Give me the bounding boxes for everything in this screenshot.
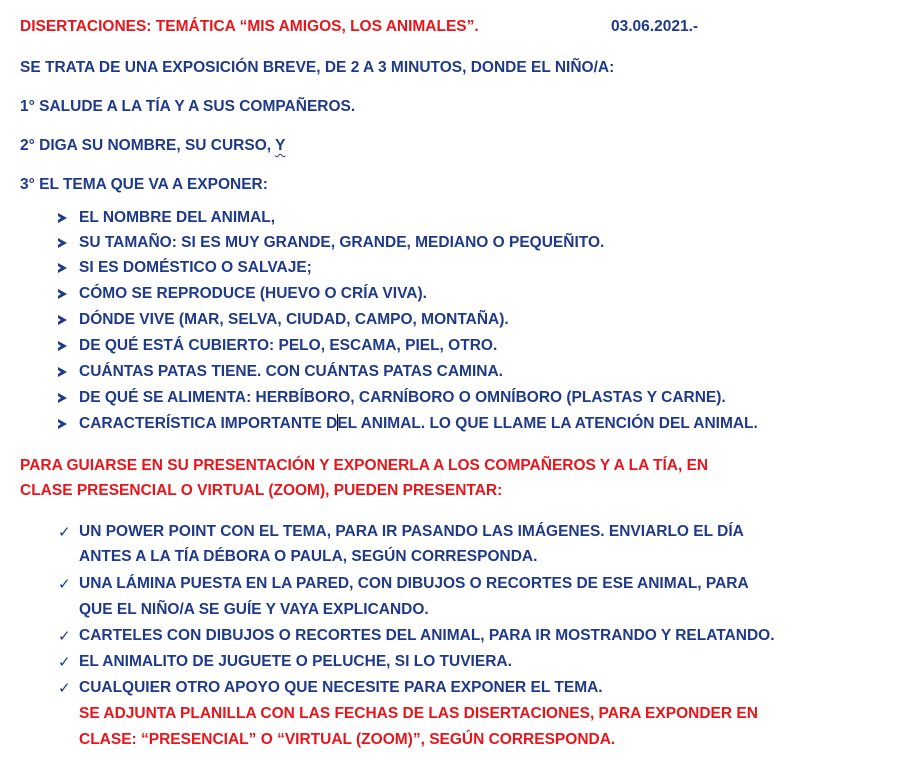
check-mark-icon: ✓ bbox=[58, 523, 71, 541]
arrow-bullet-icon bbox=[58, 336, 78, 357]
step-2 bbox=[20, 136, 285, 156]
arrow-bullet-icon bbox=[58, 284, 78, 305]
intro-text: SE TRATA DE UNA EXPOSICIÓN BREVE, DE 2 A 3 MINUTOS, DONDE EL NIÑO/A: bbox=[20, 59, 615, 76]
document-title: DISERTACIONES: TEMÁTICA “MIS AMIGOS, LOS ANIMALES”. bbox=[20, 18, 479, 35]
document-date: 03.06.2021.- bbox=[611, 18, 699, 35]
arrow-bullet-icon bbox=[58, 258, 78, 279]
topic-last-text-a: CARACTERÍSTICA IMPORTANTE D bbox=[79, 415, 338, 432]
closing-line-1: SE ADJUNTA PLANILLA CON LAS FECHAS DE LAS DISERTACIONES, PARA EXPONDER EN bbox=[79, 705, 758, 722]
guide-line-2: CLASE PRESENCIAL O VIRTUAL (ZOOM), PUEDEN PRESENTAR: bbox=[20, 482, 503, 499]
step-3: 3° EL TEMA QUE VA A EXPONER: bbox=[20, 176, 268, 193]
arrow-bullet-icon bbox=[58, 362, 78, 383]
arrow-bullet-icon bbox=[58, 388, 78, 409]
document-page: DISERTACIONES: TEMÁTICA “MIS AMIGOS, LOS ANIMALES”. 03.06.2021.- SE TRATA DE UNA EXPOSICIÓN BREVE, DE 2 A 3 MINUTOS, DONDE EL NIÑO/A: 1° SALUDE A LA TÍA Y A SUS COMPAÑEROS. 2° DIGA SU NOMBRE, SU CURSO, Y 3° EL TEMA QUE VA A EXPONER: EL NOMBRE DEL ANIMAL, SU TAMAÑO: SI ES MUY GRANDE, GRANDE, MEDIANO O PEQUEÑITO. SI ES DOMÉSTICO O SALVAJE; CÓMO SE REPRODUCE (HUEVO O CRÍA VIVA). DÓNDE VIVE (MAR, SELVA, CIUDAD, CAMPO, MONTAÑA). DE QUÉ ESTÁ CUBIERTO: PELO, ESCAMA, PIEL, OTRO. CUÁNTAS PATAS TIENE. CON CUÁNTAS PATAS CAMINA. DE QUÉ SE ALIMENTA: HERBÍBORO, CARNÍBORO O OMNÍBORO (PLASTAS Y CARNE). CARACTERÍSTICA IMPORTANTE DEL ANIMAL. LO QUE LLAME LA ATENCIÓN DEL ANIMAL. PARA GUIARSE EN SU PRESENTACIÓN Y EXPONERLA A LOS COMPAÑEROS Y A LA TÍA, EN CLASE PRESENCIAL O VIRTUAL (ZOOM), PUEDEN PRESENTAR: ✓ UN POWER POINT CON EL TEMA, PARA IR PASANDO LAS IMÁGENES. ENVIARLO EL DÍA ANTES A LA TÍA DÉBORA O PAULA, SEGÚN CORRESPONDA. ✓ UNA LÁMINA PUESTA EN LA PARED, CON DIBUJOS O RECORTES DE ESE ANIMAL, PARA QUE EL NIÑO/A SE GUÍE Y VAYA EXPLICANDO. ✓ CARTELES CON DIBUJOS O RECORTES DEL ANIMAL, PARA IR MOSTRANDO Y RELATANDO. ✓ EL ANIMALITO DE JUGUETE O PELUCHE, SI LO TUVIERA. ✓ CUALQUIER OTRO APOYO QUE NECESITE PARA EXPONER EL TEMA. SE ADJUNTA PLANILLA CON LAS FECHAS DE LAS DISERTACIONES, PARA EXPONDER EN CLASE: “PRESENCIAL” O “VIRTUAL (ZOOM)”, SEGÚN CORRESPONDA. bbox=[20, 18, 775, 748]
check-mark-icon: ✓ bbox=[58, 627, 71, 645]
step-1: 1° SALUDE A LA TÍA Y A SUS COMPAÑEROS. bbox=[20, 98, 356, 115]
arrow-bullet-icon bbox=[58, 208, 78, 229]
guide-line-1: PARA GUIARSE EN SU PRESENTACIÓN Y EXPONERLA A LOS COMPAÑEROS Y A LA TÍA, EN bbox=[20, 457, 709, 474]
topic-last-text-b: EL ANIMAL. LO QUE LLAME LA ATENCIÓN DEL ANIMAL. bbox=[337, 415, 758, 432]
check-mark-icon: ✓ bbox=[58, 575, 71, 593]
arrow-bullet-icon bbox=[58, 233, 78, 254]
step-2-text: 2° DIGA SU NOMBRE, SU CURSO, bbox=[20, 137, 272, 154]
check-mark-icon: ✓ bbox=[58, 653, 71, 671]
arrow-bullet-icon bbox=[58, 414, 78, 435]
check-mark-icon: ✓ bbox=[58, 679, 71, 697]
arrow-bullet-icon bbox=[58, 310, 78, 331]
step-2-tail: Y bbox=[275, 137, 286, 154]
closing-line-2: CLASE: “PRESENCIAL” O “VIRTUAL (ZOOM)”, SEGÚN CORRESPONDA. bbox=[79, 731, 616, 748]
